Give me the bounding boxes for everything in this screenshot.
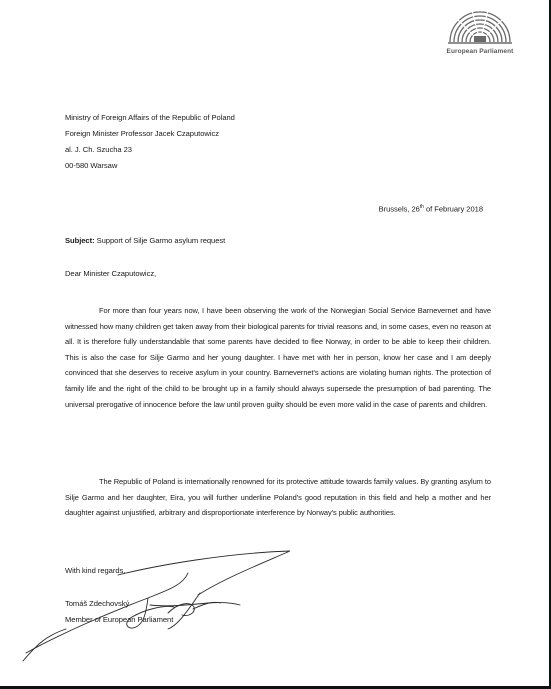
date-ordinal: th (419, 204, 424, 210)
letterhead-logo (440, 6, 520, 60)
signer-title: Member of European Parliament (65, 615, 174, 624)
body-paragraph: The Republic of Poland is internationally renowned for its protective attitude towards family values. By granting asylum to Silje Garmo and her daughter, Eira, you will further underline Poland's good reputation in this field and help a mother and her daughter against unjustified, arbitrary and disproportionate interference by Norway's public authorities. (65, 477, 491, 518)
closing: With kind regards, (65, 566, 126, 575)
recipient-line: Foreign Minister Professor Jacek Czaputowicz (65, 129, 219, 138)
subject-label: Subject: (65, 236, 95, 245)
organization-name: European Parliament (446, 48, 514, 55)
salutation: Dear Minister Czaputowicz, (65, 269, 157, 278)
recipient-line: Ministry of Foreign Affairs of the Republic of Poland (65, 113, 235, 122)
date-rest: of February 2018 (423, 204, 483, 214)
european-parliament-hemicycle-icon (444, 6, 516, 46)
body-paragraph: For more than four years now, I have been observing the work of the Norwegian Social Service Barnevernet and have witnessed how many children get taken away from their biological parents for trivial reasons and, in some cases, even no reason at all. It is therefore fully understandable that some parents have decided to flee Norway, in order to be able to keep their children. This is also the case for Silje Garmo and her young daughter. I have met with her in person, know her case and I am deeply convinced that she deserves to receive asylum in your country. Barnevernet's actions are violating human rights. The protection of family life and the right of the child to be brought up in a family should always supersede the presumption of bad parenting. The universal prerogative of innocence before the law until proven guilty should be even more valid in the case of parents and children. (65, 306, 491, 409)
recipient-line: 00-580 Warsaw (65, 161, 118, 170)
subject-line (65, 233, 225, 248)
date-place: Brussels, 26 (378, 204, 420, 214)
recipient-line: al. J. Ch. Szucha 23 (65, 145, 132, 154)
letter-date (379, 200, 483, 217)
handwritten-signature (18, 543, 318, 668)
subject-text: Support of Silje Garmo asylum request (94, 236, 226, 245)
signer-name: Tomáš Zdechovský (65, 599, 130, 608)
recipient-address (65, 110, 235, 174)
